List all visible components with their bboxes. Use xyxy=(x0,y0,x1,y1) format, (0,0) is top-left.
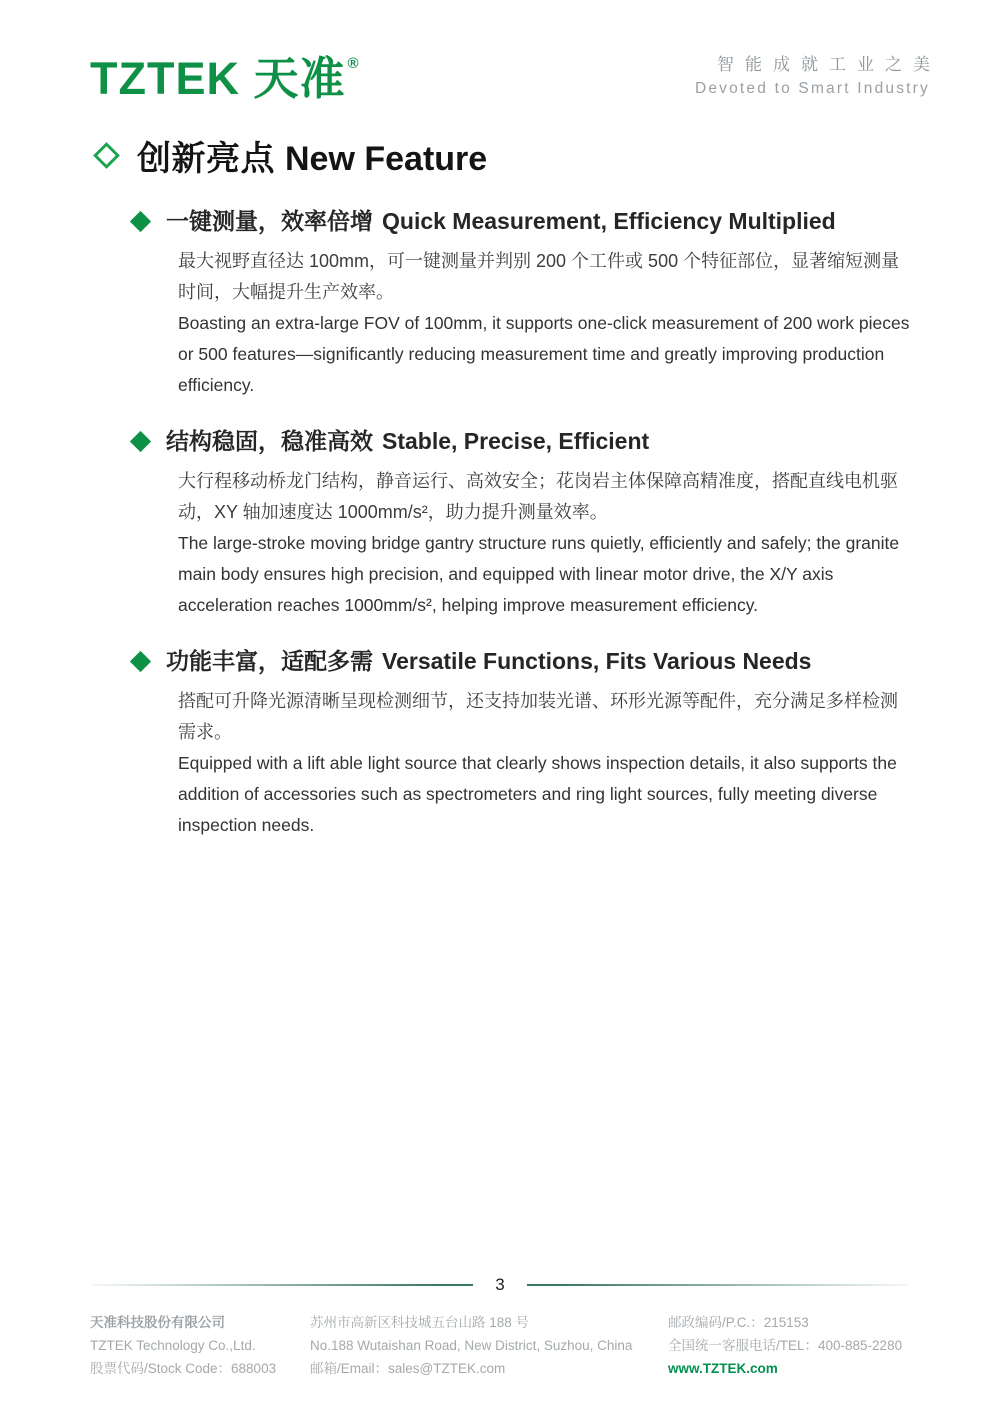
feature-list xyxy=(130,206,910,866)
diamond-bullet-icon xyxy=(130,210,151,231)
feature-heading xyxy=(130,206,910,236)
diamond-bullet-icon xyxy=(130,430,151,451)
feature-heading-text xyxy=(166,206,836,236)
footer-contact-column xyxy=(668,1311,945,1380)
feature-heading-en: Quick Measurement, Efficiency Multiplied xyxy=(382,208,836,234)
pagination-line-left xyxy=(92,1284,473,1286)
feature-heading-text xyxy=(166,646,811,676)
page-title-en: New Feature xyxy=(285,140,488,178)
footer-company-name-cn: 天准科技股份有限公司 xyxy=(90,1315,225,1330)
feature-heading-cn: 功能丰富，适配多需 xyxy=(166,648,373,674)
feature-heading-cn: 结构稳固，稳准高效 xyxy=(166,428,373,454)
feature-body-cn: 最大视野直径达 100mm，可一键测量并判别 200 个工件或 500 个特征部位，显著缩短测量时间，大幅提升生产效率。 xyxy=(178,251,900,302)
footer-website-link[interactable]: www.TZTEK.com xyxy=(668,1361,778,1376)
footer-company-name-en: TZTEK Technology Co.,Ltd. xyxy=(90,1338,256,1353)
feature-body-cn: 搭配可升降光源清晰呈现检测细节，还支持加装光谱、环形光源等配件，充分满足多样检测需求。 xyxy=(178,691,898,742)
feature-body xyxy=(178,246,910,401)
feature-heading-cn: 一键测量，效率倍增 xyxy=(166,208,373,234)
feature-heading-en: Versatile Functions, Fits Various Needs xyxy=(382,648,812,674)
pagination-line-right xyxy=(527,1284,908,1286)
feature-body xyxy=(178,686,910,841)
feature-versatile-functions xyxy=(130,646,910,841)
feature-body-en: Boasting an extra-large FOV of 100mm, it supports one-click measurement of 200 work pieces or 500 features—significantly reducing measurement time and greatly improving production efficiency. xyxy=(178,313,910,395)
page-title-text xyxy=(137,131,487,180)
feature-body-en: Equipped with a lift able light source that clearly shows inspection details, it also supports the addition of accessories such as spectrometers and ring light sources, fully meeting diverse inspection needs. xyxy=(178,753,897,835)
diamond-bullet-icon xyxy=(130,650,151,671)
page-footer xyxy=(90,1311,945,1380)
pagination xyxy=(92,1275,908,1295)
feature-heading-text xyxy=(166,426,649,456)
footer-address-column xyxy=(310,1311,668,1380)
feature-heading xyxy=(130,646,910,676)
feature-heading-en: Stable, Precise, Efficient xyxy=(382,428,650,454)
page-header xyxy=(90,38,941,105)
feature-body-en: The large-stroke moving bridge gantry structure runs quietly, efficiently and safely; the granite main body ensures high precision, and equipped with linear motor drive, the X/Y axis acceleration reaches 1000mm/s², helping improve measurement efficiency. xyxy=(178,533,900,615)
feature-body xyxy=(178,466,910,621)
feature-stable-precise xyxy=(130,426,910,621)
feature-quick-measurement xyxy=(130,206,910,401)
feature-heading xyxy=(130,426,910,456)
footer-postal-code: 邮政编码/P.C.：215153 xyxy=(668,1315,809,1330)
tztek-logo xyxy=(90,38,360,105)
footer-address-en: No.188 Wutaishan Road, New District, Suzhou, China xyxy=(310,1338,633,1353)
logo-text: TZTEK 天准 xyxy=(90,53,346,104)
footer-address-cn: 苏州市高新区科技城五台山路 188 号 xyxy=(310,1315,530,1330)
footer-company-column xyxy=(90,1311,310,1380)
footer-email: 邮箱/Email：sales@TZTEK.com xyxy=(310,1361,506,1376)
footer-stock-code: 股票代码/Stock Code：688003 xyxy=(90,1361,277,1376)
page-number: 3 xyxy=(495,1275,505,1294)
diamond-outline-icon xyxy=(93,142,120,169)
tagline-english: Devoted to Smart Industry xyxy=(694,80,930,97)
tagline-chinese: 智能成就工业之美 xyxy=(717,55,941,74)
company-tagline xyxy=(694,50,941,98)
page-title-cn: 创新亮点 xyxy=(137,140,275,178)
feature-body-cn: 大行程移动桥龙门结构，静音运行、高效安全；花岗岩主体保障高精准度，搭配直线电机驱动，XY 轴加速度达 1000mm/s²，助力提升测量效率。 xyxy=(178,471,898,522)
registered-trademark-icon: ® xyxy=(347,55,360,72)
page-title xyxy=(92,131,487,180)
footer-telephone: 全国统一客服电话/TEL：400-885-2280 xyxy=(668,1338,903,1353)
